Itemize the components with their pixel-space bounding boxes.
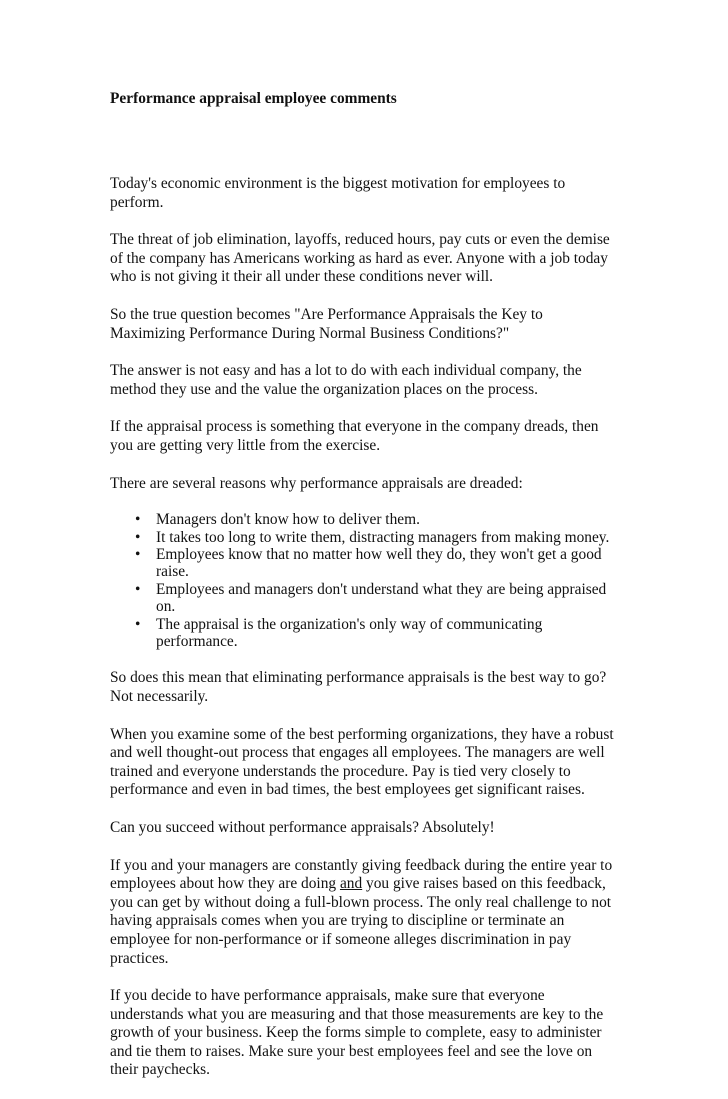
list-item bbox=[135, 580, 620, 616]
paragraph: There are several reasons why performance appraisals are dreaded: bbox=[110, 474, 523, 492]
bullet-icon: • bbox=[135, 615, 141, 633]
feedback-paragraph bbox=[110, 857, 620, 969]
paragraph: Can you succeed without performance appraisals? Absolutely! bbox=[110, 818, 495, 836]
document-body bbox=[110, 175, 620, 1099]
list-item-text: Managers don't know how to deliver them. bbox=[156, 511, 420, 529]
bullet-icon: • bbox=[135, 511, 141, 529]
list-item bbox=[135, 511, 620, 529]
reasons-list bbox=[110, 511, 620, 650]
list-item bbox=[135, 615, 620, 651]
paragraph: If the appraisal process is something that everyone in the company dreads, then you are getting very little from the exercise. bbox=[110, 418, 599, 454]
bullet-icon: • bbox=[135, 545, 141, 563]
paragraph: The answer is not easy and has a lot to do with each individual company, the method they use and the value the organization places on the process. bbox=[110, 362, 582, 398]
paragraph: So the true question becomes "Are Performance Appraisals the Key to Maximizing Performance During Normal Business Conditions?" bbox=[110, 305, 543, 342]
underlined-word: and bbox=[339, 875, 363, 893]
list-item-text: It takes too long to write them, distracting managers from making money. bbox=[156, 528, 610, 546]
paragraph: When you examine some of the best performing organizations, they have a robust and well thought-out process that engages all employees. The managers are well trained and everyone understands the procedure. Pay is tied very closely to performance and even in bad times, the best employees get significant raises. bbox=[110, 725, 614, 799]
closing-paragraph: If you decide to have performance appraisals, make sure that everyone understands what you are measuring and that those measurements are key to the growth of your business. Keep the forms simple to complete, easy to administer and tie them to raises. Make sure your best employees feel and see the love on their paychecks. bbox=[110, 987, 604, 1079]
list-item bbox=[135, 528, 620, 546]
list-item-text: The appraisal is the organization's only way of communicating performance. bbox=[156, 615, 543, 650]
paragraph: The threat of job elimination, layoffs, reduced hours, pay cuts or even the demise of the company has Americans working as hard as ever. Anyone with a job today who is not giving it their all under these conditions never will. bbox=[110, 231, 610, 286]
feedback-text-after: you give raises based on this feedback, you can get by without doing a full-blown process. The only real challenge to not having appraisals comes when you are trying to discipline or terminate an employee for non-performance or if someone alleges discrimination in pay practices. bbox=[110, 875, 612, 967]
paragraph: Today's economic environment is the biggest motivation for employees to perform. bbox=[110, 175, 566, 211]
list-item bbox=[135, 545, 620, 581]
paragraph: So does this mean that eliminating performance appraisals is the best way to go? Not necessarily. bbox=[110, 669, 607, 705]
list-item-text: Employees know that no matter how well they do, they won't get a good raise. bbox=[156, 545, 602, 581]
feedback-text-before: If you and your managers are constantly giving feedback during the entire year to employees about how they are doing bbox=[110, 856, 613, 893]
list-item-text: Employees and managers don't understand what they are being appraised on. bbox=[156, 580, 607, 616]
bullet-icon: • bbox=[135, 528, 141, 546]
bullet-icon: • bbox=[135, 580, 141, 598]
document-title: Performance appraisal employee comments bbox=[110, 90, 397, 107]
